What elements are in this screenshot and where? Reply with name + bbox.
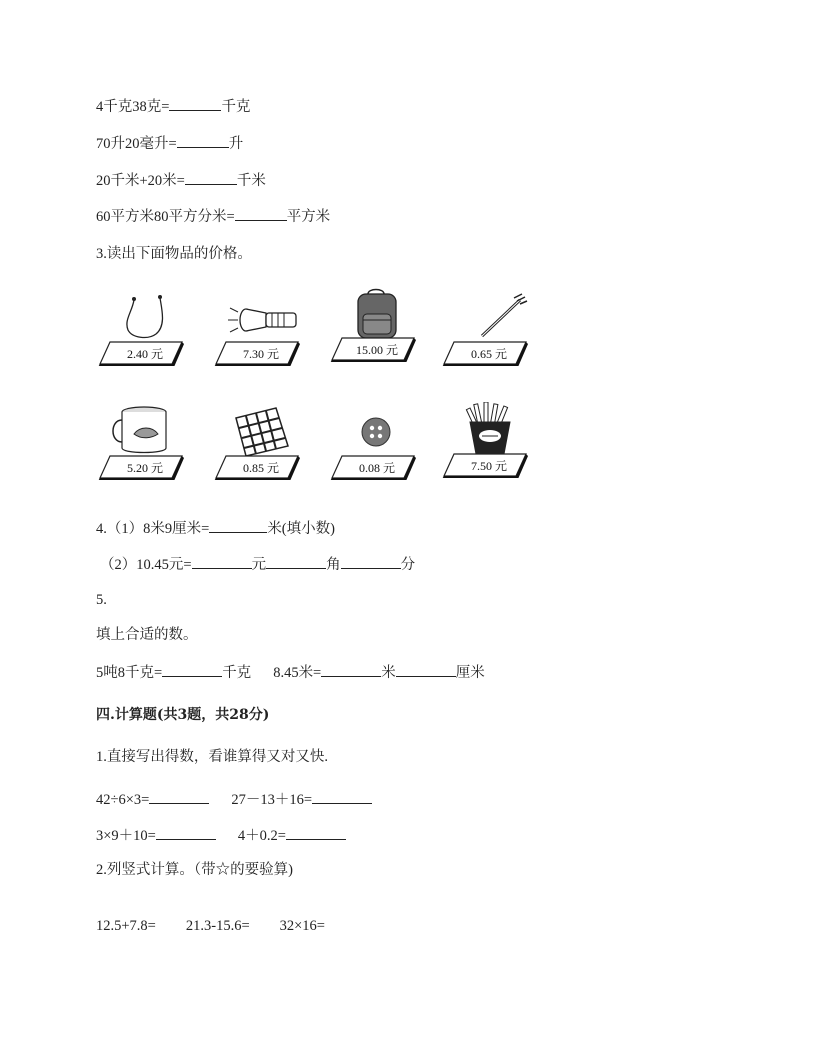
answer-blank[interactable]	[341, 554, 401, 569]
price-tag	[96, 454, 188, 480]
price-item-mug	[96, 404, 188, 484]
price-tag	[328, 454, 420, 480]
price-item-flashlight	[212, 290, 304, 370]
conversion-4-prompt: 60平方米80平方分米=	[96, 209, 235, 225]
price-label: 0.85 元	[242, 461, 279, 475]
price-label: 7.30 元	[242, 347, 279, 361]
price-item-fries	[440, 402, 532, 482]
price-tag	[96, 340, 188, 366]
q4-part1-unit: 米(填小数)	[267, 521, 335, 537]
answer-blank[interactable]	[149, 789, 209, 804]
price-item-necklace	[96, 290, 188, 370]
price-label: 15.00 元	[355, 343, 398, 357]
price-tag	[212, 340, 304, 366]
vertical-calc-row	[96, 917, 325, 935]
mug-icon	[96, 404, 188, 459]
q5-b-prompt: 8.45米=	[273, 665, 322, 681]
answer-blank[interactable]	[156, 825, 216, 840]
toothbrush-icon	[440, 290, 532, 345]
calc-row-1	[96, 789, 372, 809]
conversion-line-3	[96, 170, 266, 190]
q5-title: 填上合适的数。	[96, 627, 198, 643]
conversion-1-unit: 千克	[221, 99, 251, 115]
q5-number: 5.	[96, 592, 107, 608]
conversion-3-unit: 千米	[236, 173, 266, 189]
section4-heading: 四.计算题(共3题，共28分)	[96, 707, 270, 723]
answer-blank[interactable]	[185, 170, 237, 185]
q4-part2-prompt: （2）10.45元=	[100, 557, 192, 573]
unit-yuan: 元	[251, 557, 267, 573]
q5-a-unit: 千克	[222, 665, 252, 681]
calc-expression: 4＋0.2=	[237, 828, 286, 844]
fries-icon	[440, 402, 532, 457]
conversion-line-4	[96, 206, 330, 226]
conversion-2-unit: 升	[228, 136, 244, 152]
answer-blank[interactable]	[169, 96, 221, 111]
answer-blank[interactable]	[321, 662, 381, 677]
q5-line	[96, 662, 485, 682]
price-item-button	[328, 404, 420, 484]
calc-expression: 27－13＋16=	[231, 792, 313, 808]
q4-line-1	[96, 518, 335, 538]
answer-blank[interactable]	[266, 554, 326, 569]
answer-blank[interactable]	[396, 662, 456, 677]
price-item-handkerchief	[212, 404, 304, 484]
price-label: 0.08 元	[358, 461, 395, 475]
calc-expression: 42÷6×3=	[96, 792, 150, 808]
flashlight-icon	[212, 290, 304, 345]
conversion-line-2	[96, 133, 243, 153]
price-tag	[440, 452, 532, 478]
answer-blank[interactable]	[286, 825, 346, 840]
answer-blank[interactable]	[312, 789, 372, 804]
conversion-2-prompt: 70升20毫升=	[96, 136, 177, 152]
price-item-backpack	[328, 286, 420, 366]
price-tag	[328, 336, 420, 362]
q4-line-2	[100, 554, 415, 574]
backpack-icon	[328, 286, 420, 341]
price-label: 0.65 元	[470, 347, 507, 361]
unit-fen: 分	[400, 557, 416, 573]
calc-expression: 3×9＋10=	[96, 828, 156, 844]
unit-mi: 米	[381, 665, 396, 681]
price-item-toothbrush	[440, 290, 532, 370]
calc-row-2	[96, 825, 346, 845]
q5-a-prompt: 5吨8千克=	[96, 665, 163, 681]
conversion-3-prompt: 20千米+20米=	[96, 173, 185, 189]
answer-blank[interactable]	[177, 133, 229, 148]
price-label: 5.20 元	[126, 461, 163, 475]
unit-limi: 厘米	[455, 665, 485, 681]
price-tag	[212, 454, 304, 480]
q3-title: 3.读出下面物品的价格。	[96, 246, 252, 262]
price-label: 7.50 元	[470, 459, 507, 473]
conversion-line-1	[96, 96, 250, 116]
section4-q1-title: 1.直接写出得数，看谁算得又对又快.	[96, 749, 328, 765]
answer-blank[interactable]	[162, 662, 222, 677]
answer-blank[interactable]	[192, 554, 252, 569]
vertical-calc-expression: 12.5+7.8=	[96, 918, 156, 934]
q4-part1-prompt: 4.（1）8米9厘米=	[96, 521, 210, 537]
price-label: 2.40 元	[126, 347, 163, 361]
unit-jiao: 角	[326, 557, 341, 573]
button-icon	[328, 404, 420, 459]
answer-blank[interactable]	[209, 518, 267, 533]
vertical-calc-expression: 21.3-15.6=	[185, 918, 250, 934]
vertical-calc-expression: 32×16=	[279, 918, 325, 934]
price-tag	[440, 340, 532, 366]
conversion-1-prompt: 4千克38克=	[96, 99, 170, 115]
necklace-icon	[96, 290, 188, 345]
handkerchief-icon	[212, 404, 304, 459]
conversion-4-unit: 平方米	[286, 209, 331, 225]
answer-blank[interactable]	[235, 206, 287, 221]
section4-q2-title: 2.列竖式计算。（带☆的要验算)	[96, 862, 293, 878]
